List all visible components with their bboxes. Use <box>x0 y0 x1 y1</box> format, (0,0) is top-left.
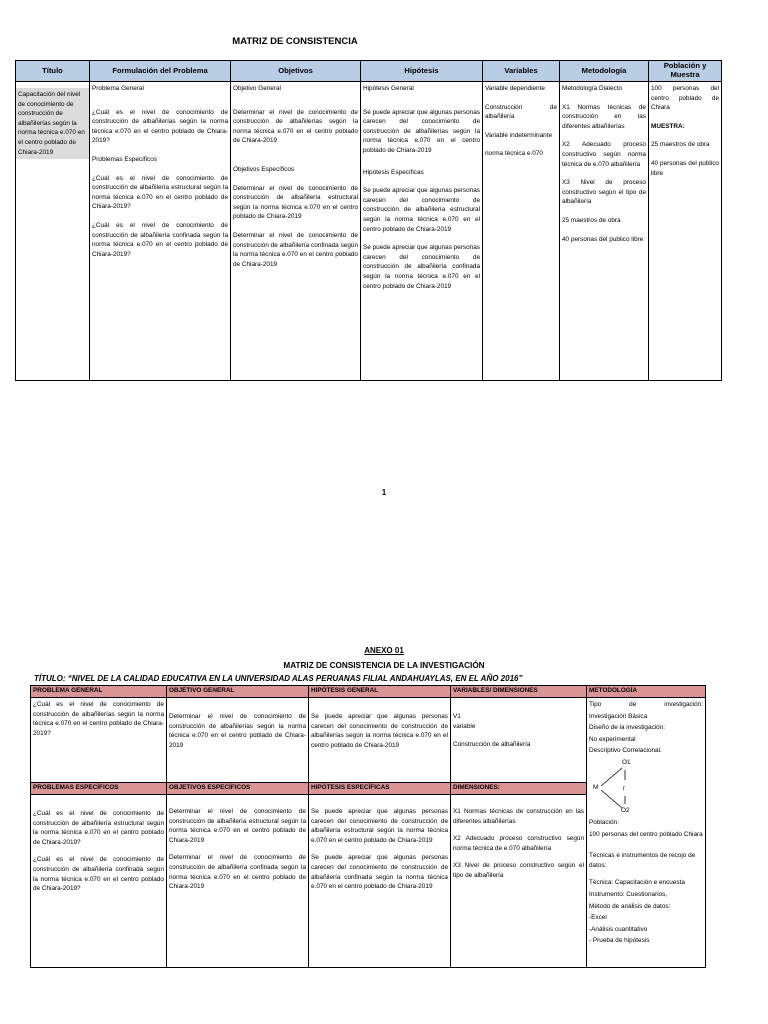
cell-obj-general <box>167 698 309 783</box>
cell-obj-especificos <box>167 795 309 968</box>
objective-general: Determinar el nivel de conocimiento de construcción de albañilerías según la norma técnica e.070 en el centro poblado de Chiara-2019 <box>233 108 358 145</box>
variable-dependent-label: Variable dependiente <box>485 85 545 92</box>
cell-dimensiones <box>451 795 587 968</box>
hypothesis-specific-2: Se puede apreciar que algunas personas carecen del conocimiento de construcción de albañilería confinada según la norma técnica e.070 en el centro poblado de Chiara-2019 <box>311 854 448 891</box>
population-2: 25 maestros de obra <box>651 141 710 149</box>
header-dimensiones: DIMENSIONES: <box>451 783 587 795</box>
met-tecnica: Técnica: Capacitación e encuesta <box>589 879 685 887</box>
correlational-diagram <box>589 758 689 816</box>
header-metodologia: METODOLOGÍA <box>587 686 706 698</box>
header-problema-general: PROBLEMA GENERAL <box>31 686 167 698</box>
population-3: 40 personas del publico libre <box>651 159 719 177</box>
variable-independent-label: Variable indeterminante <box>485 131 553 139</box>
hypothesis-general: Se puede apreciar que algunas personas carecen del conocimiento de construcción de albañilerías según la norma técnica e.070 en el centro poblado de Chiara-2019 <box>311 713 448 749</box>
met-a3: - Prueba de hipótesis <box>589 937 650 945</box>
header-problemas-especificos: PROBLEMAS ESPECÍFICOS <box>31 783 167 795</box>
population-1: 100 personas del centro poblado de Chiara <box>651 85 719 112</box>
met-instrumento: Instrumento: Cuestionarios, <box>589 890 668 898</box>
cell-poblacion <box>649 82 722 381</box>
research-title: Capacitación del nivel de conocimiento de construcción de albañilerías según la norma técnica e.070 en el centro poblado de Chiara-2019 <box>16 88 89 159</box>
method-3: X3 Nivel de proceso constructivo según el tipo de albañilería <box>562 179 646 206</box>
var-v1: V1 <box>453 713 461 720</box>
problem-specific-1: ¿Cuál es el nivel de conocimiento de construcción de albañilería estructural según la norma técnica e.070 en el centro poblado de Chiara-2019? <box>33 810 164 846</box>
table-row <box>16 82 722 381</box>
met-tipo: Tipo de investigación: <box>589 701 703 708</box>
cell-hip-especificas <box>309 795 451 968</box>
objective-specific-label: Objetivos Específicos <box>233 165 295 173</box>
cell-objetivos <box>231 82 361 381</box>
header-objetivo-general: OBJETIVO GENERAL <box>167 686 309 698</box>
objective-specific-1: Determinar el nivel de conocimiento de construcción de albañilería estructural según la norma técnica e.070 en el centro poblado de Chiara-2019 <box>169 808 306 844</box>
problem-general: ¿Cuál es el nivel de conocimiento de construcción de albañilerías según la norma técnica e.070 en el centro poblado de Chiara-2019? <box>92 108 228 145</box>
cell-hipotesis <box>361 82 483 381</box>
cell-problema <box>90 82 231 381</box>
table-header-row <box>31 686 706 698</box>
cell-titulo <box>16 82 90 381</box>
method-1: X1 Normas técnicas de construcción en las diferentes albañilerías <box>562 103 646 130</box>
investigation-matrix-table <box>30 685 706 968</box>
cell-metodologia <box>560 82 649 381</box>
header-hipotesis-general: HIPÓTESIS GENERAL <box>309 686 451 698</box>
objective-specific-2: Determinar el nivel de conocimiento de construcción de albañilería confinada según la norma técnica e.070 en el centro poblado de Chiara-2019 <box>233 231 358 268</box>
met-diseno: Diseño de la investigación: <box>589 724 666 732</box>
header-objetivos-especificos: OBJETIVOS ESPECÍFICOS <box>167 783 309 795</box>
annex-title: MATRIZ DE CONSISTENCIA DE LA INVESTIGACIÓN <box>283 661 485 670</box>
dimension-1: X1 Normas técnicas de construcción en las diferentes albañilerías <box>453 808 584 825</box>
header-variables: Variables <box>483 61 560 82</box>
sample-label: MUESTRA: <box>651 122 685 130</box>
header-metodologia: Metodología <box>560 61 649 82</box>
matrix-title: MATRIZ DE CONSISTENCIA <box>232 36 358 47</box>
problem-specific-1: ¿Cuál es el nivel de conocimiento de construcción de albañilería estructural según la norma técnica e.070 en el centro poblado de Chiara-2019? <box>92 174 228 211</box>
table-header-row <box>16 61 722 82</box>
hypothesis-specific-1: Se puede apreciar que algunas personas carecen del conocimiento de construcción de albañilería estructural según la norma técnica e.070 en el centro poblado de Chiara-2019 <box>363 187 480 233</box>
met-poblacion: Población: <box>589 818 619 826</box>
method-4: 25 maestros de obra <box>562 216 621 224</box>
diagram-m: M <box>593 783 599 791</box>
cell-variables <box>483 82 560 381</box>
met-poblacion-val: 100 personas del centro poblado Chiara <box>589 830 703 838</box>
method-0: Metodología Dialecto <box>562 85 623 92</box>
problem-general-label: Problema General <box>92 85 144 92</box>
objective-general-label: Objetivo General <box>233 85 281 92</box>
cell-prob-general <box>31 698 167 783</box>
header-poblacion: Población y Muestra <box>649 61 722 82</box>
dimension-2: X2 Adecuado proceso constructivo según norma técnica de e.070 albañilería <box>453 835 584 852</box>
header-problema: Formulación del Problema <box>90 61 231 82</box>
consistency-matrix-table <box>15 60 722 381</box>
method-5: 40 personas del publico libre <box>562 235 644 243</box>
objective-general: Determinar el nivel de conocimiento de construcción de albañilerías según la norma técnica e.070 en el centro poblado de Chiara-2019 <box>169 713 306 749</box>
diagram-r: r <box>623 784 626 792</box>
hypothesis-specific-1: Se puede apreciar que algunas personas carecen del conocimiento de construcción de albañilería estructural según la norma técnica e.070 en el centro poblado de Chiara-2019 <box>311 808 448 844</box>
hypothesis-general-label: Hipótesis General <box>363 85 414 92</box>
hypothesis-specific-label: Hipótesis Específicas <box>363 168 424 176</box>
var-variable: variable <box>453 722 476 730</box>
diagram-o1: O1 <box>622 758 631 766</box>
cell-metodologia <box>587 698 706 968</box>
problem-specific-2: ¿Cuál es el nivel de conocimiento de construcción de albañilería confinada según la norma técnica e.070 en el centro poblado de Chiara-2019? <box>92 221 228 258</box>
met-tipo-val: Investigación Básica <box>589 712 648 720</box>
variable-independent: norma técnica e.070 <box>485 150 543 158</box>
problem-specific-label: Problemas Específicos <box>92 155 157 163</box>
met-metodo: Método de análisis de datos: <box>589 902 671 910</box>
diagram-o2: O2 <box>621 806 630 814</box>
header-hipotesis-especificas: HIPÓTESIS ESPECÍFICAS <box>309 783 451 795</box>
met-diseno-2: Descriptivo Correlacional. <box>589 747 662 755</box>
problem-specific-2: ¿Cuál es el nivel de conocimiento de construcción de albañilería confinada según la norma técnica e.070 en el centro poblado de Chiara-2019? <box>33 856 164 893</box>
met-a1: -Excel <box>589 914 607 922</box>
hypothesis-specific-2: Se puede apreciar que algunas personas carecen del conocimiento de construcción de albañilería confinada según la norma técnica e.070 en el centro poblado de Chiara-2019 <box>363 244 480 290</box>
met-diseno-1: No experimental <box>589 735 636 743</box>
diagram-lines <box>589 758 689 816</box>
cell-prob-especificos <box>31 795 167 968</box>
var-construccion: Construcción de albañilería <box>453 741 531 749</box>
annex-label: ANEXO 01 <box>364 646 404 655</box>
variable-dependent: Construcción de albañilería <box>485 103 557 121</box>
met-tecnicas: Técnicas e instrumentos de recojo de datos: <box>589 852 696 869</box>
cell-hip-general <box>309 698 451 783</box>
method-2: X2 Adecuado proceso constructivo según norma técnica de e.070 albañilería <box>562 141 646 168</box>
header-hipotesis: Hipótesis <box>361 61 483 82</box>
page-number: 1 <box>381 488 387 497</box>
objective-specific-2: Determinar el nivel de conocimiento de construcción de albañilería confinada según la norma técnica e.070 en el centro poblado de Chiara-2019 <box>169 854 306 891</box>
problem-general: ¿Cuál es el nivel de conocimiento de construcción de albañilerías según la norma técnica e.070 en el centro poblado de Chiara-2019? <box>33 701 164 737</box>
annex-subtitle: TÍTULO: “NIVEL DE LA CALIDAD EDUCATIVA EN LA UNIVERSIDAD ALAS PERUANAS FILIAL ANDAHUAYLAS, EN EL AÑO 2016” <box>34 674 523 683</box>
header-objetivos: Objetivos <box>231 61 361 82</box>
hypothesis-general: Se puede apreciar que algunas personas carecen del conocimiento de construcción de albañilerías según la norma técnica e.070 en el centro poblado de Chiara-2019 <box>363 108 480 154</box>
met-a2: -Análisis cuantitativo <box>589 925 648 933</box>
cell-variables <box>451 698 587 783</box>
table-row <box>31 698 706 783</box>
header-titulo: Título <box>16 61 90 82</box>
header-variables: VARIABLES/ DIMENSIONES <box>451 686 587 698</box>
dimension-3: X3 Nivel de proceso constructivo según el tipo de albañilería <box>453 862 584 879</box>
objective-specific-1: Determinar el nivel de conocimiento de construcción de albañilería estructural según la norma técnica e.070 en el centro poblado de Chiara-2019 <box>233 184 358 221</box>
